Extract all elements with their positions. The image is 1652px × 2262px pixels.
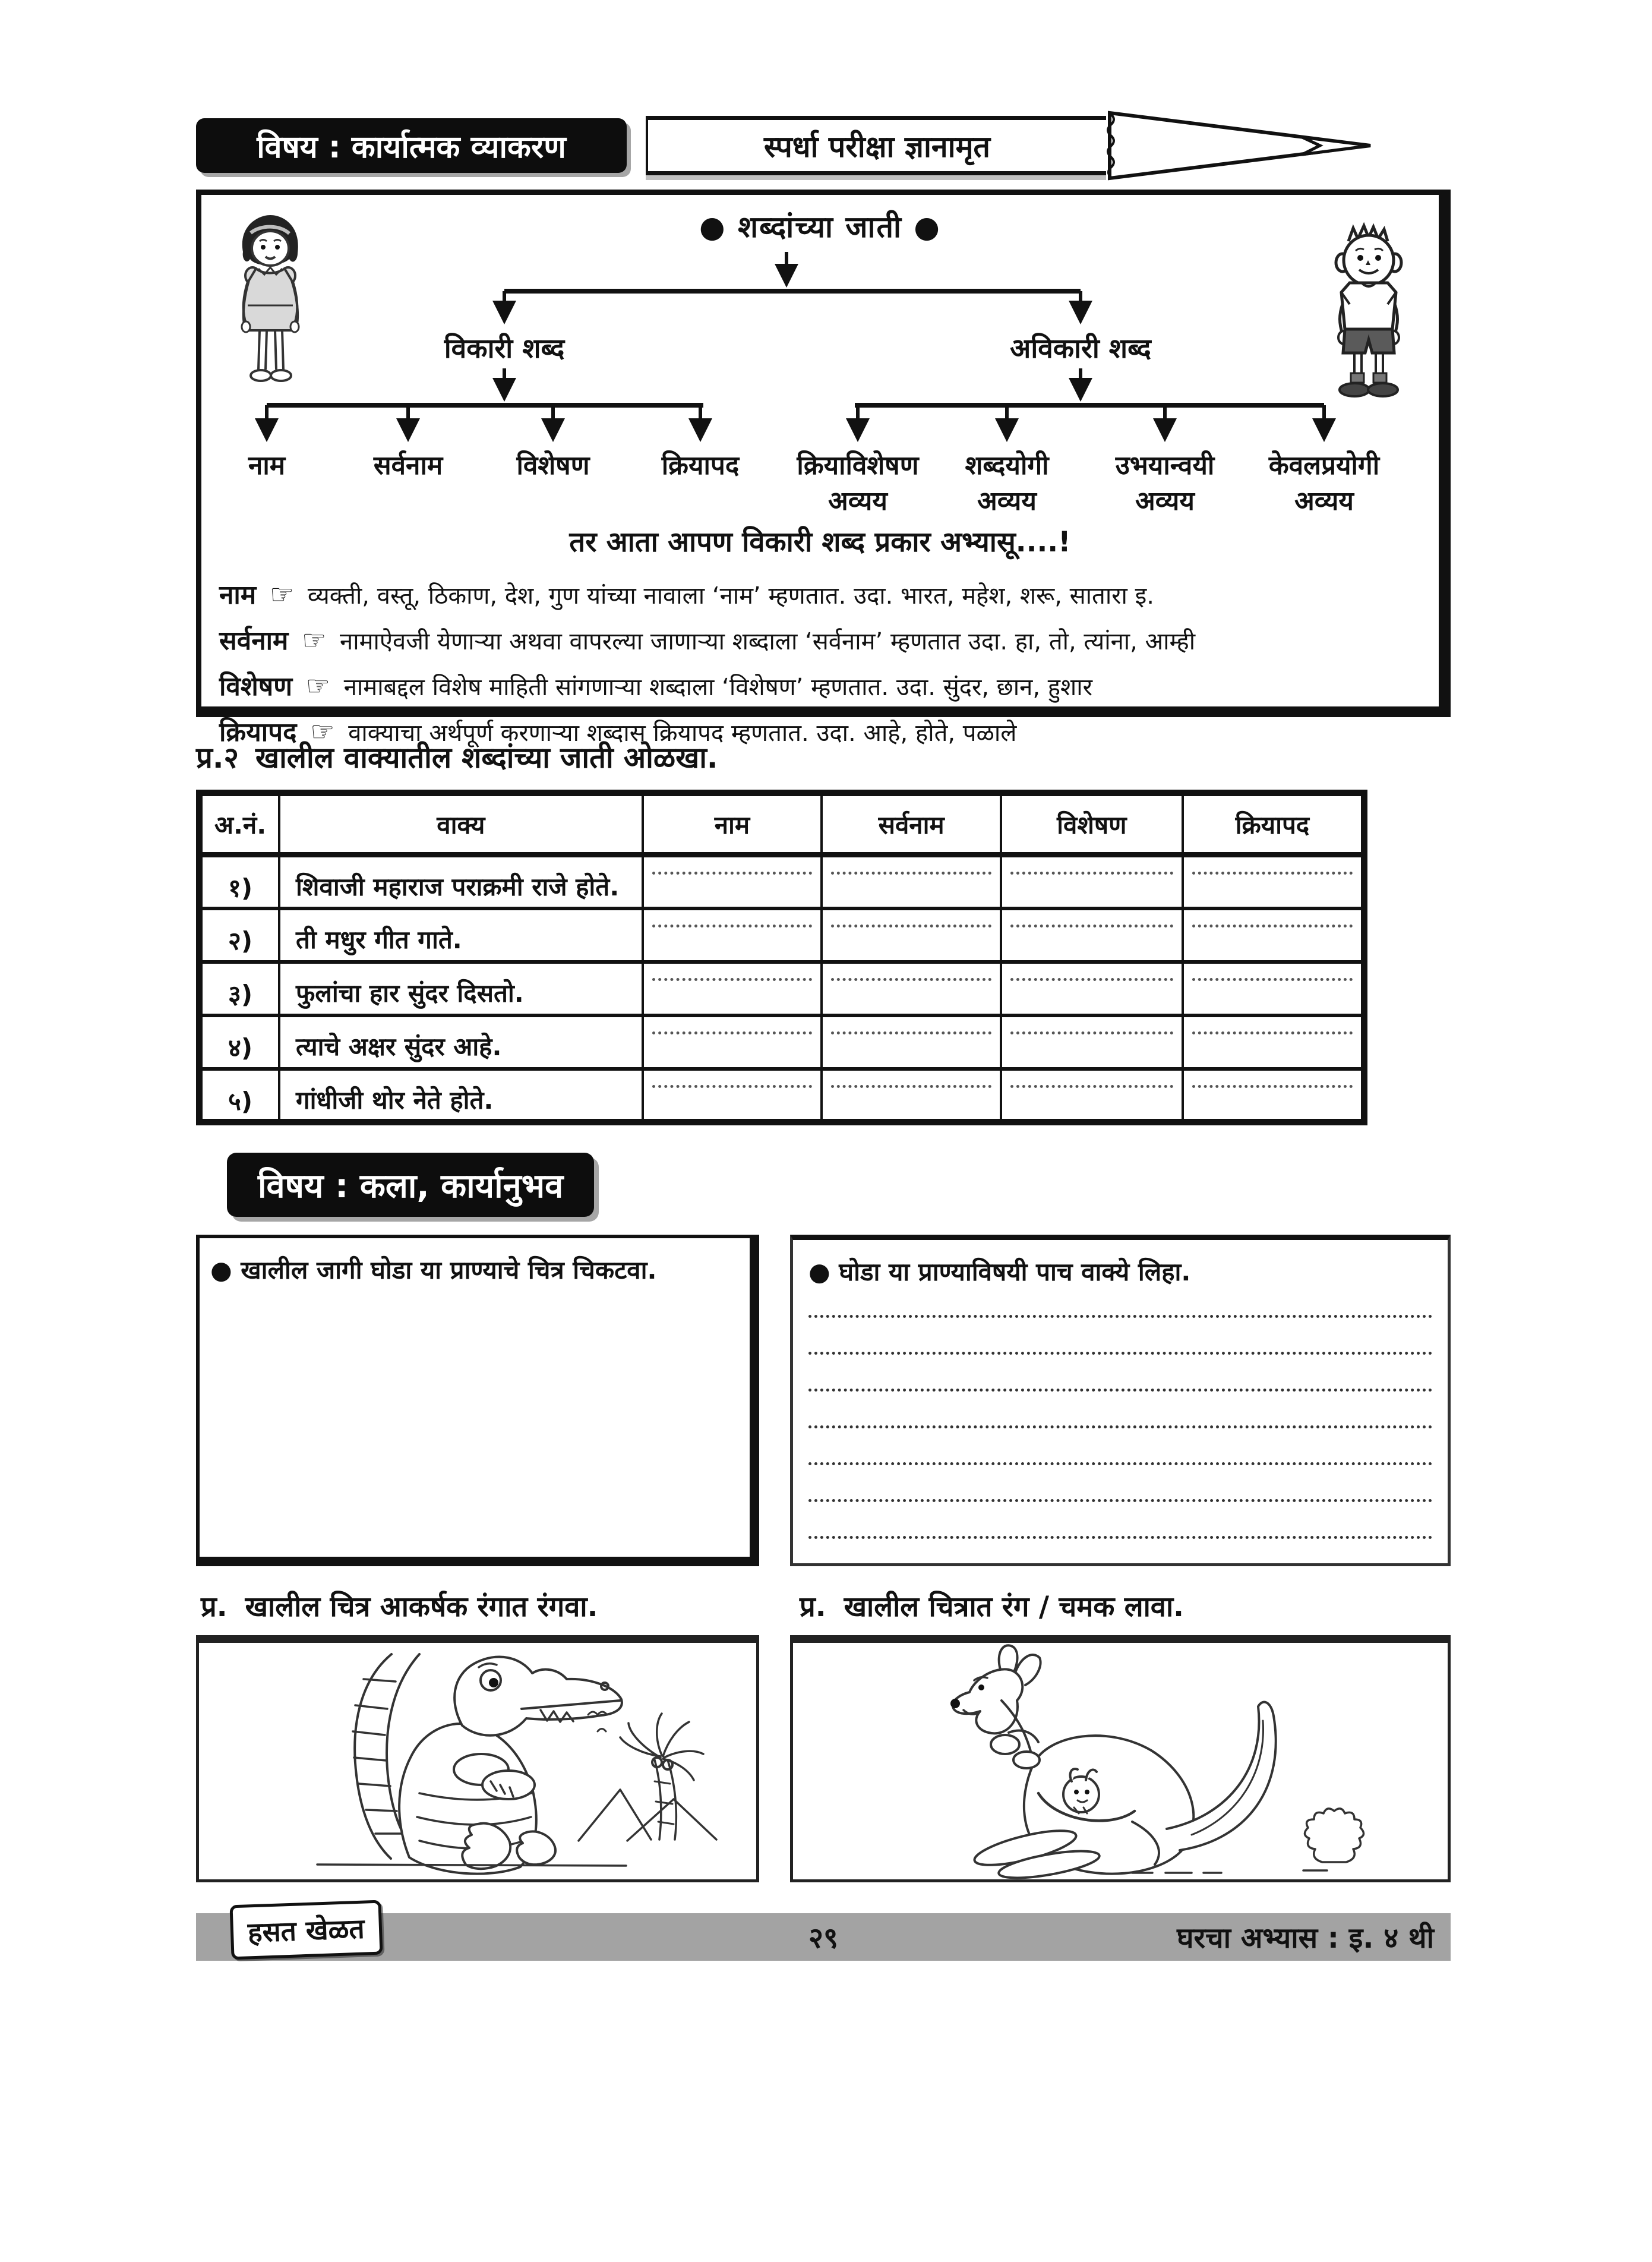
banner-pencil <box>646 112 1379 179</box>
answer-line <box>1192 1031 1353 1034</box>
definition-term: क्रियापद <box>219 717 297 747</box>
row-sentence: त्याचे अक्षर सुंदर आहे. <box>279 1015 643 1069</box>
paste-picture-box <box>196 1235 759 1566</box>
pointer-hand-icon: ☞ <box>302 624 327 656</box>
branch-avikari: अविकारी शब्द <box>1010 332 1151 364</box>
write-box-label: ● घोडा या प्राण्याविषयी पाच वाक्ये लिहा. <box>808 1257 1191 1286</box>
table-header-row <box>200 793 1364 855</box>
writing-line <box>808 1288 1432 1318</box>
answer-line <box>1010 1085 1173 1088</box>
art-boxes-row <box>196 1235 1451 1566</box>
leaf-kriyapad: क्रियापद <box>661 450 740 481</box>
kangaroo-drawing <box>800 1643 1441 1879</box>
crocodile-drawing <box>210 1643 745 1879</box>
leaf-suffix-avyay-4: अव्यय <box>1294 486 1354 516</box>
answer-line <box>831 1031 991 1034</box>
leaf-shabdayogi: शब्दयोगी <box>965 450 1049 481</box>
answer-cell <box>1001 1069 1183 1122</box>
answer-line <box>652 978 813 981</box>
banner-pencil-body <box>646 116 1106 175</box>
grammar-box <box>196 190 1451 747</box>
answer-cell <box>1183 962 1364 1015</box>
answer-cell <box>1183 908 1364 962</box>
color-prompt-left <box>196 1586 759 1624</box>
pointer-hand-icon: ☞ <box>305 670 330 702</box>
definition-text: नामाबद्दल विशेष माहिती सांगणाऱ्या शब्दाला ‘विशेषण’ म्हणतात. उदा. सुंदर, छान, हुशार <box>343 674 1092 701</box>
header-row <box>196 110 1451 181</box>
answer-line <box>1010 1031 1173 1034</box>
definition-term: नाम <box>219 580 257 610</box>
definition-text: व्यक्ती, वस्तू, ठिकाण, देश, गुण यांच्या नावाला ‘नाम’ म्हणतात. उदा. भारत, महेश, शरू, सातारा इ. <box>307 582 1154 610</box>
answer-line <box>831 872 991 875</box>
leaf-suffix-avyay-3: अव्यय <box>1135 486 1195 516</box>
col-header-kriyapad: क्रियापद <box>1183 793 1364 855</box>
pointer-hand-icon: ☞ <box>269 578 295 610</box>
row-sentence: फुलांचा हार सुंदर दिसतो. <box>279 962 643 1015</box>
color-prompt-right <box>790 1586 1184 1624</box>
col-header-naam: नाम <box>643 793 822 855</box>
subject-header <box>196 118 627 173</box>
tree-title: ● शब्दांच्या जाती ● <box>699 210 941 244</box>
answer-line <box>1192 978 1353 981</box>
answer-cell <box>1001 962 1183 1015</box>
art-section-header <box>227 1153 594 1217</box>
kangaroo-picture-box <box>790 1635 1451 1882</box>
answer-cell <box>1183 855 1364 908</box>
definition-term: विशेषण <box>219 671 293 702</box>
col-header-serial: अ.नं. <box>200 793 280 855</box>
answer-line <box>652 1085 813 1088</box>
answer-cell <box>822 1069 1001 1122</box>
answer-line <box>831 925 991 927</box>
branch-vikari: विकारी शब्द <box>444 332 565 364</box>
writing-line <box>808 1502 1432 1539</box>
col-header-sentence: वाक्य <box>279 793 643 855</box>
row-number: ३) <box>200 962 280 1015</box>
page-content <box>196 110 1451 1961</box>
write-sentences-box <box>790 1235 1451 1566</box>
paste-box-label: ● खालील जागी घोडा या प्राण्याचे चित्र चिकटवा. <box>210 1255 657 1285</box>
answer-line <box>1010 872 1173 875</box>
answer-cell <box>1001 908 1183 962</box>
definition-text: वाक्याचा अर्थपूर्ण करणाऱ्या शब्दास क्रियापद म्हणतात. उदा. आहे, होते, पळाले <box>348 720 1017 747</box>
question-text: खालील वाक्यातील शब्दांच्या जाती ओळखा. <box>255 741 718 775</box>
answer-cell <box>822 962 1001 1015</box>
table-row <box>200 908 1364 962</box>
leaf-naam: नाम <box>248 450 286 481</box>
answer-line <box>652 925 813 927</box>
row-number: १) <box>200 855 280 908</box>
publisher-logo-text: हसत खेळत <box>247 1912 365 1949</box>
table-row <box>200 855 1364 908</box>
answer-cell <box>1001 855 1183 908</box>
prompt-text: खालील चित्र आकर्षक रंगात रंगवा. <box>245 1591 598 1623</box>
answer-cell <box>643 1015 822 1069</box>
crocodile-picture-box <box>196 1635 759 1882</box>
writing-line <box>808 1392 1432 1428</box>
answer-cell <box>643 1069 822 1122</box>
answer-cell <box>1183 1069 1364 1122</box>
boy-cartoon <box>1312 221 1424 402</box>
leaf-visheshan: विशेषण <box>516 450 590 481</box>
answer-line <box>652 872 813 875</box>
row-sentence: गांधीजी थोर नेते होते. <box>279 1069 643 1122</box>
answer-cell <box>822 1015 1001 1069</box>
answer-line <box>831 978 991 981</box>
answer-cell <box>822 908 1001 962</box>
definition-text: नामाऐवजी येणाऱ्या अथवा वापरल्या जाणाऱ्या शब्दाला ‘सर्वनाम’ म्हणतात उदा. हा, तो, त्यांना, आम्ही <box>340 628 1196 655</box>
answer-line <box>1010 978 1173 981</box>
pencil-tip-icon <box>1106 112 1379 179</box>
definition-term: सर्वनाम <box>219 626 289 656</box>
art-section-title: विषय : कला, कार्यानुभव <box>258 1167 564 1206</box>
answer-cell <box>1183 1015 1364 1069</box>
row-sentence: शिवाजी महाराज पराक्रमी राजे होते. <box>279 855 643 908</box>
answer-line <box>1010 925 1173 927</box>
pointer-hand-icon: ☞ <box>310 715 335 747</box>
page-number: २९ <box>808 1921 838 1955</box>
writing-line <box>808 1355 1432 1392</box>
table-row <box>200 1069 1364 1122</box>
definition-naam <box>219 576 1421 614</box>
parts-of-speech-table <box>196 790 1367 1125</box>
definition-kriyapad <box>219 714 1421 751</box>
study-line: तर आता आपण विकारी शब्द प्रकार अभ्यासू....! <box>569 526 1071 559</box>
definition-visheshan <box>219 668 1421 705</box>
leaf-suffix-avyay-2: अव्यय <box>977 486 1037 516</box>
prompt-label: प्र. <box>800 1591 826 1623</box>
answer-line <box>1192 925 1353 927</box>
subject-header-label: विषय : कार्यात्मक व्याकरण <box>257 129 566 165</box>
leaf-suffix-avyay-1: अव्यय <box>828 486 887 516</box>
prompt-label: प्र. <box>201 1591 228 1623</box>
coloring-pictures-row <box>196 1635 1451 1882</box>
row-number: ४) <box>200 1015 280 1069</box>
girl-cartoon <box>224 210 319 400</box>
question-number: प्र.२ <box>196 741 239 775</box>
row-sentence: ती मधुर गीत गाते. <box>279 908 643 962</box>
definitions-list <box>201 560 1439 751</box>
definition-sarvanaam <box>219 622 1421 660</box>
table-row <box>200 962 1364 1015</box>
prompt-text: खालील चित्रात रंग / चमक लावा. <box>844 1591 1184 1623</box>
color-prompts-row <box>196 1586 1451 1624</box>
col-header-visheshan: विशेषण <box>1001 793 1183 855</box>
col-header-sarvanaam: सर्वनाम <box>822 793 1001 855</box>
footer-bar <box>196 1913 1451 1961</box>
leaf-kriyavisheshan: क्रियाविशेषण <box>797 450 919 481</box>
answer-cell <box>1001 1015 1183 1069</box>
footer-book-title: घरचा अभ्यास : इ. ४ थी <box>1177 1921 1434 1955</box>
table-row <box>200 1015 1364 1069</box>
answer-line <box>652 1031 813 1034</box>
answer-cell <box>643 962 822 1015</box>
leaf-sarvanaam: सर्वनाम <box>373 450 443 481</box>
answer-line <box>1192 872 1353 875</box>
writing-line <box>808 1465 1432 1502</box>
leaf-kevalprayogi: केवलप्रयोगी <box>1268 450 1380 481</box>
writing-line <box>808 1318 1432 1355</box>
row-number: २) <box>200 908 280 962</box>
answer-line <box>1192 1085 1353 1088</box>
answer-line <box>831 1085 991 1088</box>
parts-of-speech-tree <box>201 250 1445 518</box>
answer-cell <box>822 855 1001 908</box>
leaf-ubhayanvayi: उभयान्वयी <box>1115 450 1215 481</box>
writing-line <box>808 1428 1432 1465</box>
row-number: ५) <box>200 1069 280 1122</box>
answer-cell <box>643 855 822 908</box>
banner-label: स्पर्धा परीक्षा ज्ञानामृत <box>763 130 991 164</box>
answer-cell <box>643 908 822 962</box>
